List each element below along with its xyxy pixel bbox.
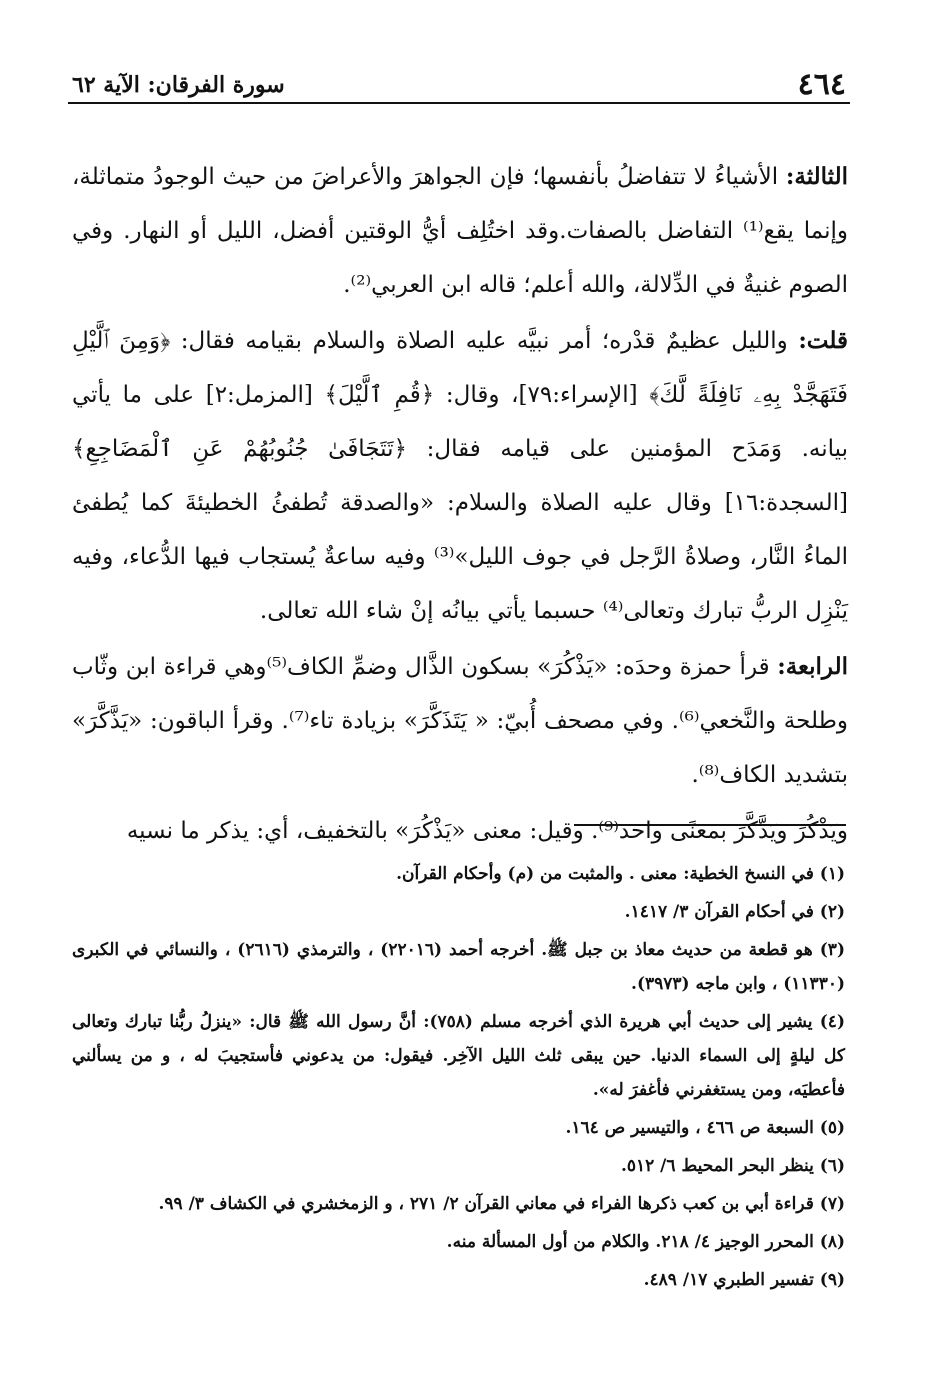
- page-number: ٤٦٤: [797, 67, 846, 102]
- footnote: (٩) تفسير الطبري ١٧/ ٤٨٩.: [643, 1270, 845, 1290]
- footnote-divider: [574, 824, 846, 826]
- footnote: (٧) قراءة أبي بن كعب ذكرها الفراء في معاني القرآن ٢/ ٢٧١ ، و الزمخشري في الكشاف ٣/ ٩٩.: [158, 1194, 845, 1214]
- running-title: سورة الفرقان: الآية ٦٢: [72, 72, 285, 98]
- footnote: (٢) في أحكام القرآن ٣/ ١٤١٧.: [624, 902, 845, 922]
- paragraph-third-issue: [72, 150, 848, 312]
- paragraph-text: قرأ حمزة وحدَه: «يَذْكُرَ» بسكون الذَّال وضمِّ الكاف⁽⁵⁾وهي قراءة ابن وثّاب وطلحة والنَّخعي⁽⁶⁾. وفي مصحف أُبيّ: « يَتَذَكَّرَ» بزيادة تاء⁽⁷⁾. وقرأ الباقون: «يَذَّكَّرَ» بتشديد الكاف⁽⁸⁾.: [72, 654, 848, 788]
- footnotes: [72, 857, 845, 1301]
- paragraph-text: ويَذْكُرَ ويَذَّكَّرَ بمعنًى واحد⁽⁹⁾. وقيل: معنى «يَذْكُرَ» بالتخفيف، أي: يذكر ما نسيه: [126, 818, 848, 844]
- footnote: (٦) ينظر البحر المحيط ٦/ ٥١٢.: [620, 1156, 845, 1176]
- paragraph-fourth-issue: [72, 640, 848, 802]
- paragraph-text: والليل عظيمٌ قدْره؛ أمر نبيَّه عليه الصلاة والسلام بقيامه فقال: ﴿وَمِنَ ٱلَّيْلِ فَتَهَجَّدْ بِهِۦ نَافِلَةً لَّكَ﴾ [الإسراء:٧٩]، وقال: ﴿قُمِ ٱلَّيْلَ﴾ [المزمل:٢] على ما يأتي بيانه. وَمَدَح المؤمنين على قيامه فقال: ﴿تَتَجَافَىٰ جُنُوبُهُمْ عَنِ ٱلْمَضَاجِعِ﴾ [السجدة:١٦] وقال عليه الصلاة والسلام: «والصدقة تُطفئُ الخطيئةَ كما يُطفئ الماءُ النَّار، وصلاةُ الرَّجل في جوف الليل»⁽³⁾ وفيه ساعةٌ يُستجاب فيها الدُّعاء، وفيه يَنْزِل الربُّ تبارك وتعالى⁽⁴⁾ حسبما يأتي بيانُه إنْ شاء الله تعالى.: [72, 328, 849, 624]
- footnote: (٥) السبعة ص ٤٦٦ ، والتيسير ص ١٦٤.: [565, 1118, 845, 1138]
- paragraph-lead: الثالثة:: [785, 163, 848, 190]
- main-text: [72, 150, 848, 858]
- paragraph-text: الأشياءُ لا تتفاضلُ بأنفسها؛ فإن الجواهرَ والأعراضَ من حيث الوجودُ متماثلة، وإنما يقع⁽¹⁾ التفاضل بالصفات.وقد اختُلِف أيُّ الوقتين أفضل، الليل أو النهار. وفي الصوم غنيةٌ في الدِّلالة، والله أعلم؛ قاله ابن العربي⁽²⁾.: [72, 164, 848, 298]
- paragraph-continuation: [72, 804, 848, 858]
- footnote: (٣) هو قطعة من حديث معاذ بن جبل ﷺ. أخرجه أحمد (٢٢٠١٦) ، والترمذي (٢٦١٦) ، والنسائي في الكبرى (١١٣٣٠) ، وابن ماجه (٣٩٧٣).: [72, 940, 845, 994]
- paragraph-commentary: [72, 314, 848, 638]
- paragraph-lead: الرابعة:: [777, 653, 848, 680]
- paragraph-lead: قلت:: [798, 327, 848, 354]
- footnote: (٨) المحرر الوجيز ٤/ ٢١٨. والكلام من أول المسألة منه.: [446, 1232, 845, 1252]
- footnote: (٤) يشير إلى حديث أبي هريرة الذي أخرجه مسلم (٧٥٨): أنَّ رسول الله ﷺ قال: «ينزلُ ربُّنا تبارك وتعالى كل ليلةٍ إلى السماء الدنيا. حين يبقى ثلث الليل الآخِر. فيقول: من يدعوني فأستجيبَ له ، و من يسألني فأعطيَه، ومن يستغفرني فأغفرَ له».: [72, 1012, 845, 1100]
- page-header: [68, 68, 850, 104]
- footnote: (١) في النسخ الخطية: معنى . والمثبت من (م) وأحكام القرآن.: [396, 864, 845, 884]
